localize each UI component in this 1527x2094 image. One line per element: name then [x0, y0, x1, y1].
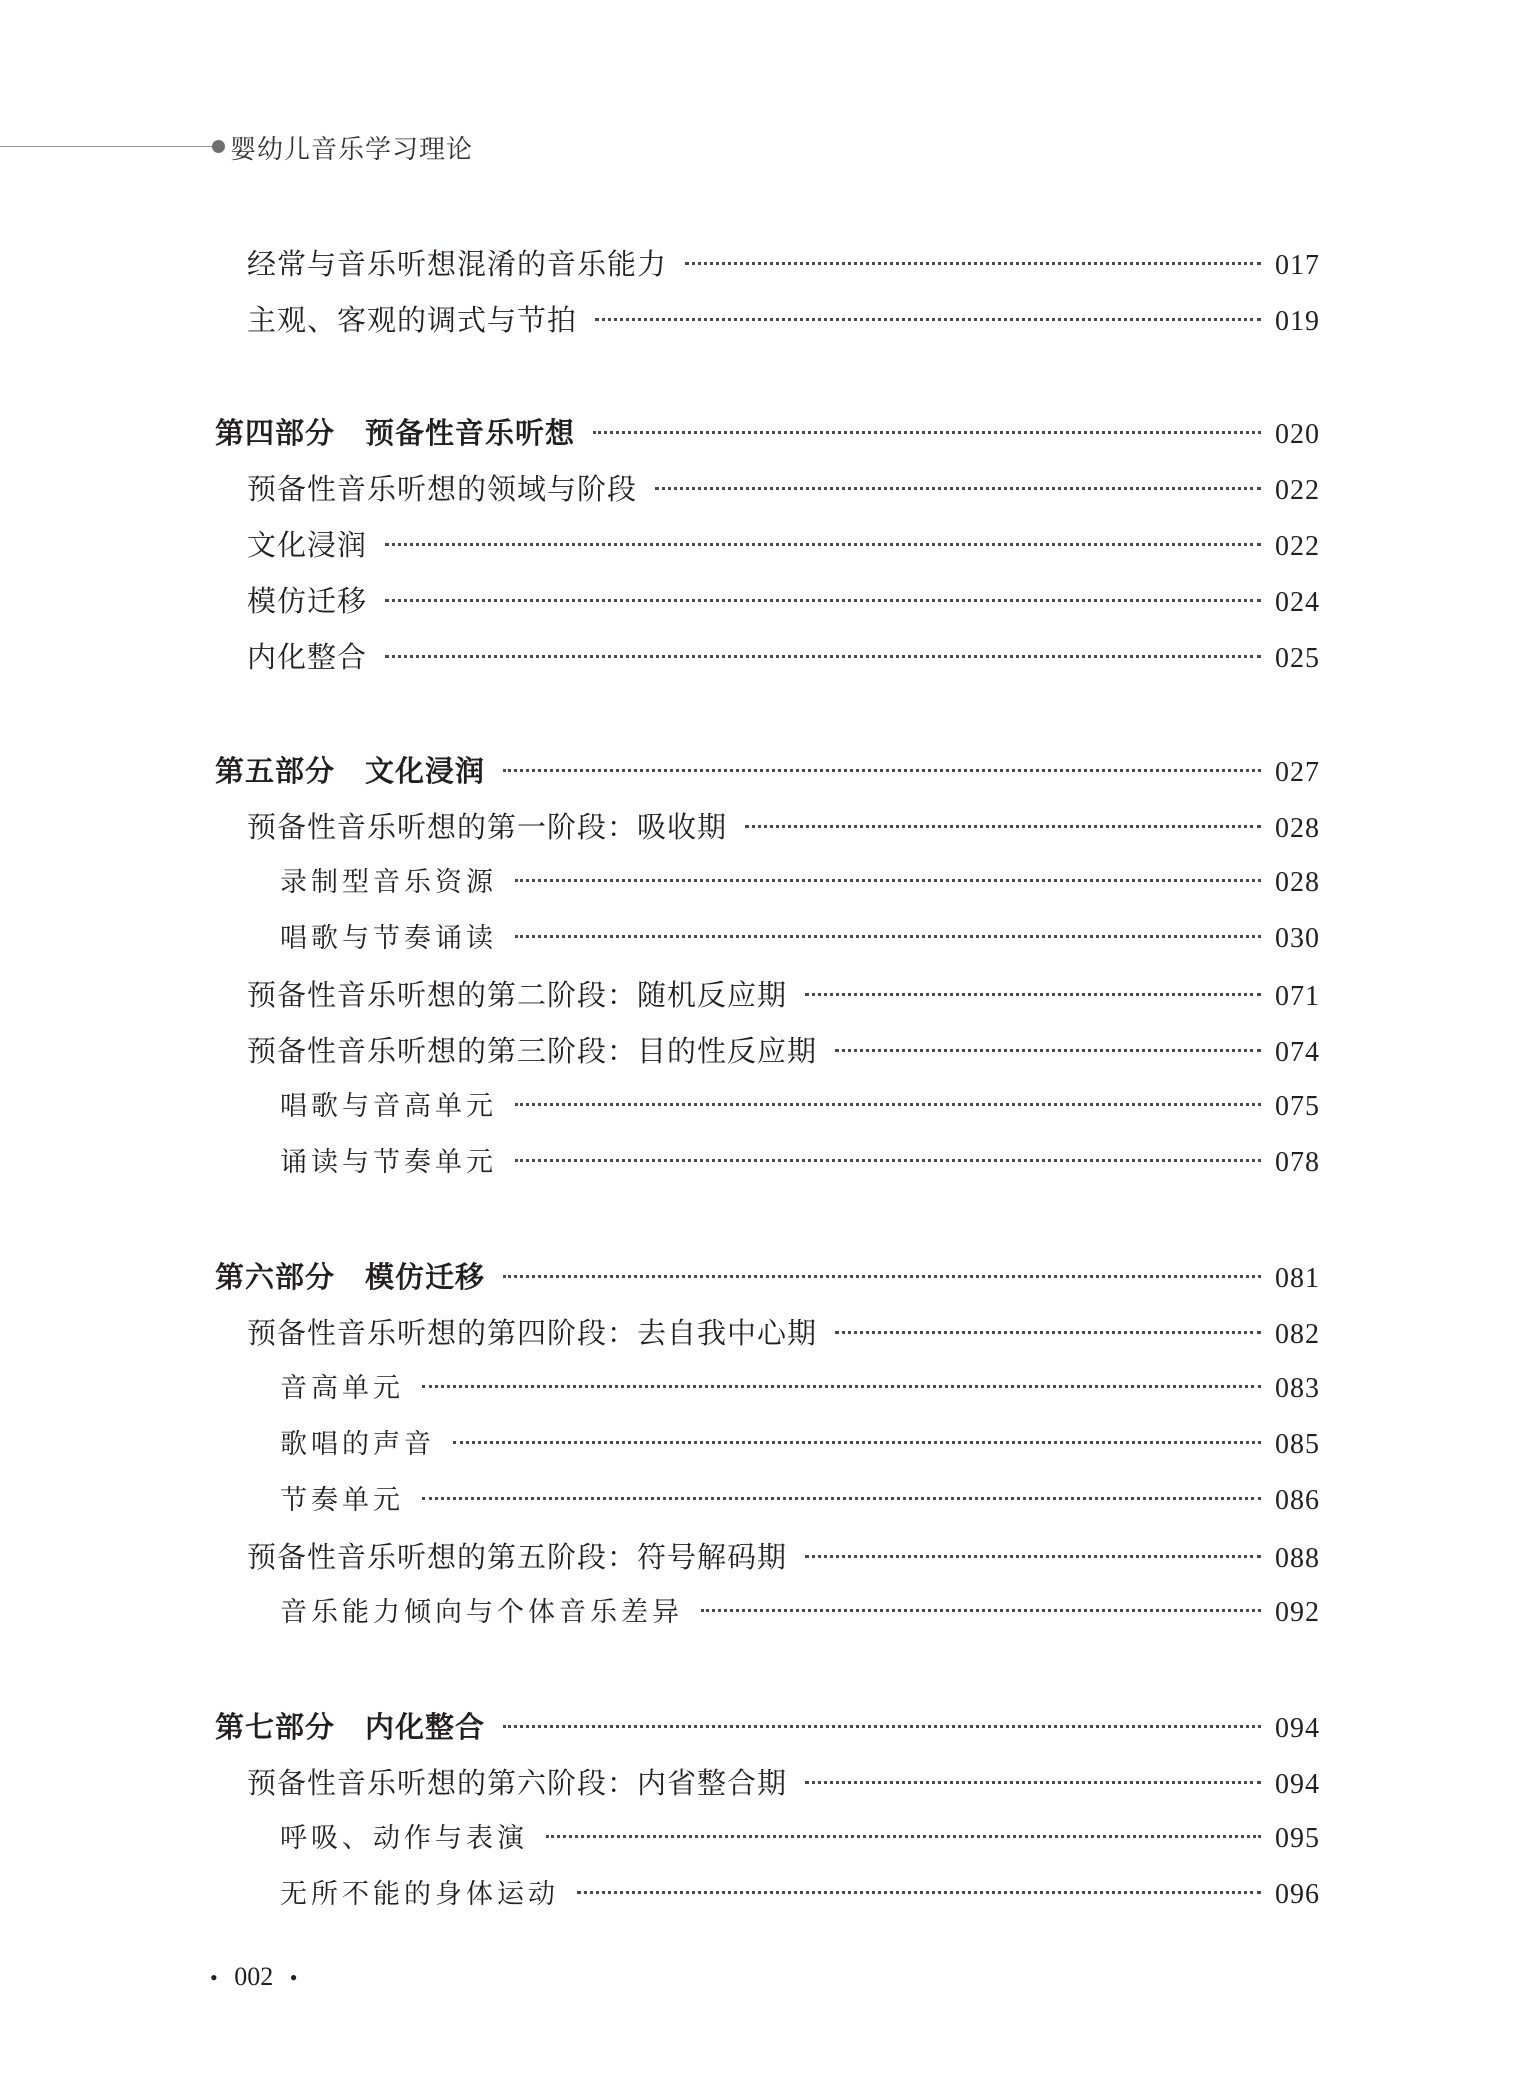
toc-part-number: 第七部分 [215, 1710, 336, 1744]
dot-leader [385, 599, 1261, 602]
toc-entry[interactable] [280, 1425, 1320, 1465]
toc-page-number: 083 [1275, 1373, 1320, 1404]
folio-bullet-left: • [210, 1965, 218, 1990]
toc-entry[interactable] [247, 807, 1320, 847]
toc-part-entry[interactable] [215, 751, 1320, 791]
toc-part-entry[interactable] [215, 1707, 1320, 1747]
dot-leader [805, 993, 1261, 996]
toc-part-title: 内化整合 [365, 1710, 486, 1744]
toc-entry[interactable] [247, 1031, 1320, 1071]
toc-page-number: 082 [1275, 1319, 1320, 1350]
toc-part-title: 模仿迁移 [365, 1260, 486, 1294]
dot-leader [515, 1103, 1261, 1106]
toc-entry-title: 唱歌与节奏诵读 [280, 923, 497, 954]
toc-entry-title: 录制型音乐资源 [280, 867, 497, 898]
running-header [0, 127, 600, 167]
dot-leader [655, 487, 1261, 490]
toc-page-number: 075 [1275, 1091, 1320, 1122]
dot-leader [453, 1441, 1261, 1444]
dot-leader [503, 1725, 1261, 1728]
toc-entry[interactable] [280, 1087, 1320, 1127]
toc-entry-title: 文化浸润 [247, 528, 368, 562]
toc-entry[interactable] [247, 1537, 1320, 1577]
toc-entry[interactable] [280, 919, 1320, 959]
dot-leader [835, 1049, 1261, 1052]
toc-entry[interactable] [280, 1481, 1320, 1521]
toc-entry-title: 诵读与节奏单元 [280, 1147, 497, 1178]
dot-leader [745, 825, 1261, 828]
toc-entry[interactable] [280, 1593, 1320, 1633]
toc-entry-title: 歌唱的声音 [280, 1429, 435, 1460]
toc-page-number: 071 [1275, 981, 1320, 1012]
toc-page-number: 095 [1275, 1823, 1320, 1854]
toc-page-number: 086 [1275, 1485, 1320, 1516]
toc-page-number: 092 [1275, 1597, 1320, 1628]
toc-entry-title: 音乐能力倾向与个体音乐差异 [280, 1597, 683, 1628]
toc-part-title: 文化浸润 [365, 754, 486, 788]
toc-page-number: 017 [1275, 250, 1320, 281]
toc-page-number: 025 [1275, 643, 1320, 674]
toc-entry[interactable] [247, 637, 1320, 677]
header-bullet-icon [212, 140, 225, 153]
toc-entry[interactable] [247, 300, 1320, 340]
toc-entry-title: 唱歌与音高单元 [280, 1091, 497, 1122]
toc-entry[interactable] [247, 1313, 1320, 1353]
toc-page-number: 088 [1275, 1543, 1320, 1574]
dot-leader [593, 431, 1261, 434]
toc-page-number: 094 [1275, 1713, 1320, 1744]
toc-entry[interactable] [247, 244, 1320, 284]
dot-leader [835, 1331, 1261, 1334]
toc-entry[interactable] [280, 1143, 1320, 1183]
toc-entry-title [215, 751, 485, 791]
book-title: 婴幼儿音乐学习理论 [230, 135, 474, 165]
dot-leader [515, 1159, 1261, 1162]
toc-page-number: 030 [1275, 923, 1320, 954]
toc-entry[interactable] [247, 975, 1320, 1015]
toc-entry-title: 内化整合 [247, 640, 368, 674]
toc-page-number: 074 [1275, 1037, 1320, 1068]
toc-entry-title: 预备性音乐听想的第五阶段：符号解码期 [247, 1540, 788, 1574]
dot-leader [503, 1275, 1261, 1278]
toc-page-number: 028 [1275, 813, 1320, 844]
page-number: 002 [234, 1962, 274, 1991]
toc-page-number: 022 [1275, 475, 1320, 506]
dot-leader [515, 935, 1261, 938]
toc-entry-title: 主观、客观的调式与节拍 [247, 303, 578, 337]
toc-page-number: 019 [1275, 306, 1320, 337]
toc-entry-title: 预备性音乐听想的第四阶段：去自我中心期 [247, 1316, 818, 1350]
folio-bullet-right: • [289, 1965, 298, 1990]
toc-entry-title [215, 413, 575, 453]
toc-entry-title: 节奏单元 [280, 1485, 404, 1516]
dot-leader [701, 1609, 1261, 1612]
dot-leader [595, 318, 1261, 321]
toc-page-number: 081 [1275, 1263, 1320, 1294]
dot-leader [805, 1781, 1261, 1784]
toc-entry[interactable] [280, 1369, 1320, 1409]
toc-entry-title: 无所不能的身体运动 [280, 1879, 559, 1910]
toc-entry[interactable] [280, 863, 1320, 903]
toc-page-number: 078 [1275, 1147, 1320, 1178]
toc-entry[interactable] [280, 1875, 1320, 1915]
toc-part-title: 预备性音乐听想 [365, 416, 576, 450]
toc-entry-title: 预备性音乐听想的第六阶段：内省整合期 [247, 1766, 788, 1800]
toc-entry-title: 经常与音乐听想混淆的音乐能力 [247, 247, 668, 281]
toc-entry-title: 模仿迁移 [247, 584, 368, 618]
toc-part-entry[interactable] [215, 1257, 1320, 1297]
dot-leader [385, 543, 1261, 546]
dot-leader [422, 1497, 1261, 1500]
toc-entry-title [215, 1257, 485, 1297]
toc-part-number: 第五部分 [215, 754, 336, 788]
toc-page-number: 027 [1275, 757, 1320, 788]
toc-entry-title: 预备性音乐听想的第一阶段：吸收期 [247, 810, 728, 844]
dot-leader [385, 655, 1261, 658]
toc-page-number: 020 [1275, 419, 1320, 450]
toc-page-number: 028 [1275, 867, 1320, 898]
header-rule [0, 146, 218, 147]
dot-leader [685, 262, 1261, 265]
toc-entry[interactable] [247, 1763, 1320, 1803]
toc-entry[interactable] [247, 525, 1320, 565]
dot-leader [422, 1385, 1261, 1388]
toc-page-number: 094 [1275, 1769, 1320, 1800]
toc-part-number: 第六部分 [215, 1260, 336, 1294]
toc-page-number: 096 [1275, 1879, 1320, 1910]
toc-entry-title [215, 1707, 485, 1747]
page-folio [210, 1962, 297, 1992]
dot-leader [515, 879, 1261, 882]
dot-leader [503, 769, 1261, 772]
toc-page-number: 022 [1275, 531, 1320, 562]
dot-leader [805, 1555, 1261, 1558]
toc-page-number: 085 [1275, 1429, 1320, 1460]
toc-entry-title: 预备性音乐听想的第三阶段：目的性反应期 [247, 1034, 818, 1068]
toc-entry-title: 音高单元 [280, 1373, 404, 1404]
toc-page-number: 024 [1275, 587, 1320, 618]
toc-part-entry[interactable] [215, 413, 1320, 453]
toc-entry-title: 预备性音乐听想的第二阶段：随机反应期 [247, 978, 788, 1012]
dot-leader [577, 1891, 1261, 1894]
dot-leader [546, 1835, 1261, 1838]
toc-entry-title: 预备性音乐听想的领域与阶段 [247, 472, 638, 506]
toc-entry[interactable] [247, 469, 1320, 509]
toc-part-number: 第四部分 [215, 416, 336, 450]
toc-entry[interactable] [280, 1819, 1320, 1859]
toc-entry-title: 呼吸、动作与表演 [280, 1823, 528, 1854]
toc-entry[interactable] [247, 581, 1320, 621]
